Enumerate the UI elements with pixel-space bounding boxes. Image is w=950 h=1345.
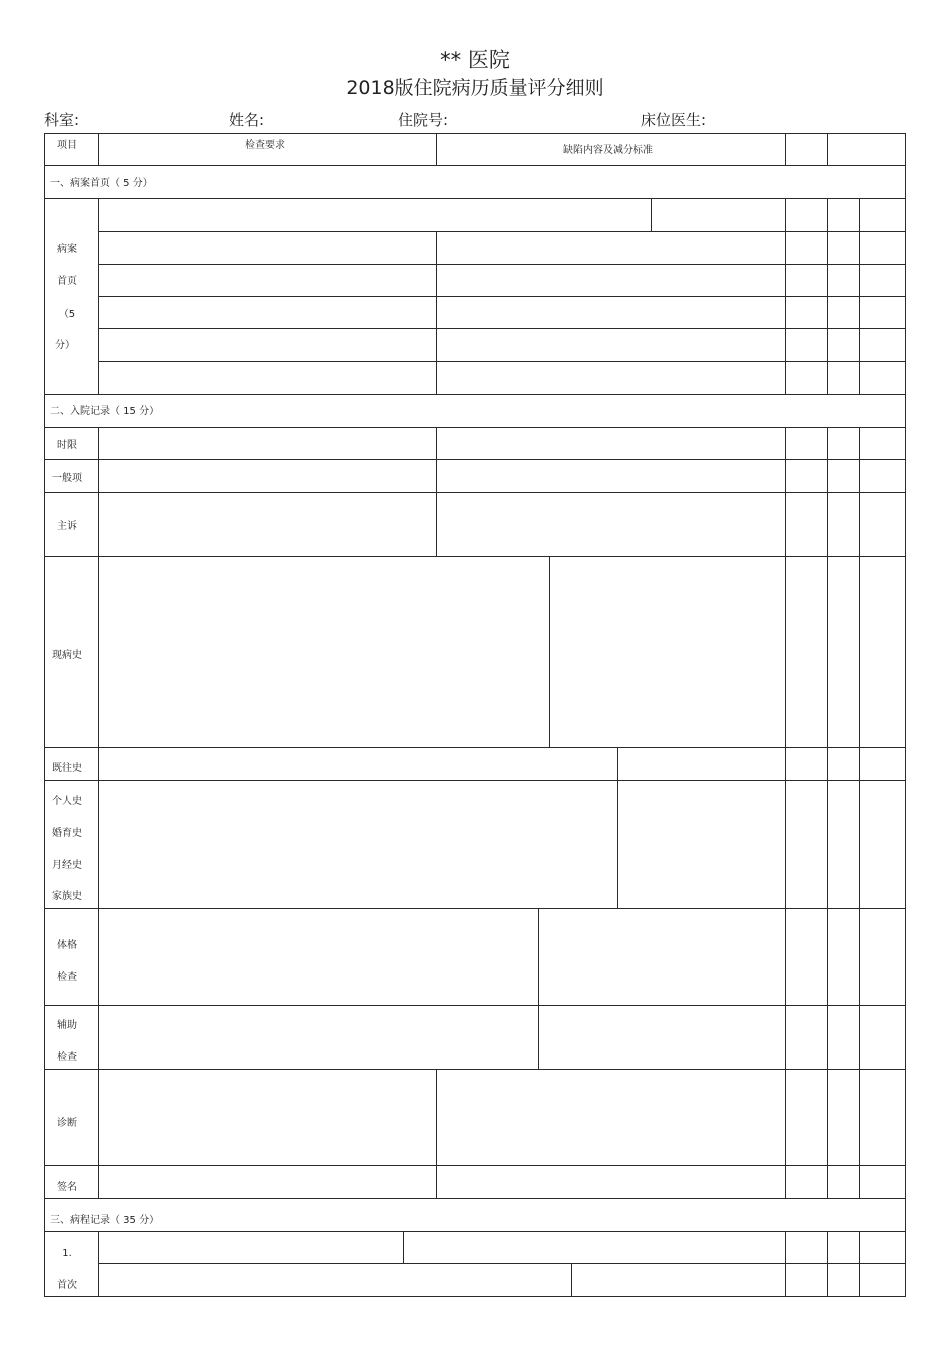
- admission-number-label: 住院号:: [398, 111, 449, 129]
- table-rule: [44, 1069, 906, 1070]
- table-rule: [44, 556, 906, 557]
- table-rule: [44, 198, 906, 199]
- item-label-front-page-line4: 分）: [55, 340, 75, 351]
- item-label-past-history: 既往史: [52, 763, 82, 774]
- item-label-first-course-number: 1.: [62, 1248, 72, 1259]
- item-label-marital-history: 婚育史: [52, 828, 82, 839]
- section-heading-admission-record: 二、入院记录（ 15 分）: [50, 406, 160, 417]
- table-rule: [44, 394, 906, 395]
- table-rule: [44, 908, 906, 909]
- table-rule: [859, 1231, 860, 1297]
- table-rule: [98, 1231, 99, 1297]
- table-rule: [436, 133, 437, 166]
- table-rule: [98, 198, 99, 395]
- table-rule: [827, 1231, 828, 1297]
- department-label: 科室:: [44, 111, 80, 129]
- table-rule: [651, 198, 652, 231]
- table-rule: [436, 1069, 437, 1199]
- item-label-front-page-line3: （5: [58, 309, 76, 320]
- table-rule: [44, 165, 906, 166]
- table-rule: [44, 780, 906, 781]
- table-rule: [436, 427, 437, 557]
- table-rule: [549, 556, 550, 748]
- table-rule: [44, 1231, 906, 1232]
- item-label-first-course: 首次: [57, 1280, 77, 1291]
- table-rule: [827, 198, 828, 395]
- table-rule: [44, 747, 906, 748]
- table-rule: [785, 1231, 786, 1297]
- item-label-personal-history: 个人史: [52, 796, 82, 807]
- table-rule: [859, 427, 860, 1199]
- item-label-chief-complaint: 主诉: [57, 521, 77, 532]
- item-label-front-page-line2: 首页: [57, 276, 77, 287]
- item-label-menstrual-history: 月经史: [52, 860, 82, 871]
- table-rule: [827, 427, 828, 1199]
- table-rule: [98, 133, 99, 166]
- table-rule: [98, 427, 99, 1199]
- table-rule: [44, 1165, 906, 1166]
- table-rule: [785, 133, 786, 166]
- form-title: 2018版住院病历质量评分细则: [346, 77, 604, 99]
- bed-doctor-label: 床位医生:: [641, 111, 707, 129]
- table-rule: [44, 1296, 906, 1297]
- item-label-front-page-line1: 病案: [57, 244, 77, 255]
- table-rule: [44, 1005, 906, 1006]
- column-header-deduction: 缺陷内容及减分标准: [563, 145, 653, 156]
- item-label-physical-exam-line1: 体格: [57, 940, 77, 951]
- table-rule: [785, 198, 786, 395]
- table-rule: [436, 231, 437, 395]
- table-rule: [859, 198, 860, 395]
- item-label-time-limit: 时限: [57, 440, 77, 451]
- table-rule: [44, 1198, 906, 1199]
- item-label-auxiliary-exam-line1: 辅助: [57, 1020, 77, 1031]
- section-heading-course-record: 三、病程记录（ 35 分）: [50, 1215, 160, 1226]
- item-label-general: 一般项: [52, 473, 82, 484]
- table-rule: [617, 747, 618, 909]
- column-header-item: 项目: [57, 140, 77, 151]
- table-rule: [785, 427, 786, 1199]
- item-label-physical-exam-line2: 检查: [57, 972, 77, 983]
- table-rule: [44, 133, 45, 1297]
- table-rule: [538, 908, 539, 1070]
- column-header-requirement: 检查要求: [245, 140, 285, 151]
- item-label-auxiliary-exam-line2: 检查: [57, 1052, 77, 1063]
- item-label-diagnosis: 诊断: [57, 1118, 77, 1129]
- table-rule: [827, 133, 828, 166]
- item-label-signature: 签名: [57, 1182, 77, 1193]
- table-rule: [44, 492, 906, 493]
- table-rule: [44, 459, 906, 460]
- table-rule: [44, 133, 906, 134]
- patient-name-label: 姓名:: [229, 111, 265, 129]
- table-rule: [571, 1263, 572, 1297]
- table-rule: [905, 133, 906, 1297]
- item-label-family-history: 家族史: [52, 891, 82, 902]
- table-rule: [44, 427, 906, 428]
- item-label-present-illness: 现病史: [52, 650, 82, 661]
- hospital-title: ** 医院: [440, 48, 510, 72]
- section-heading-front-page: 一、病案首页（ 5 分）: [50, 178, 153, 189]
- table-rule: [403, 1231, 404, 1264]
